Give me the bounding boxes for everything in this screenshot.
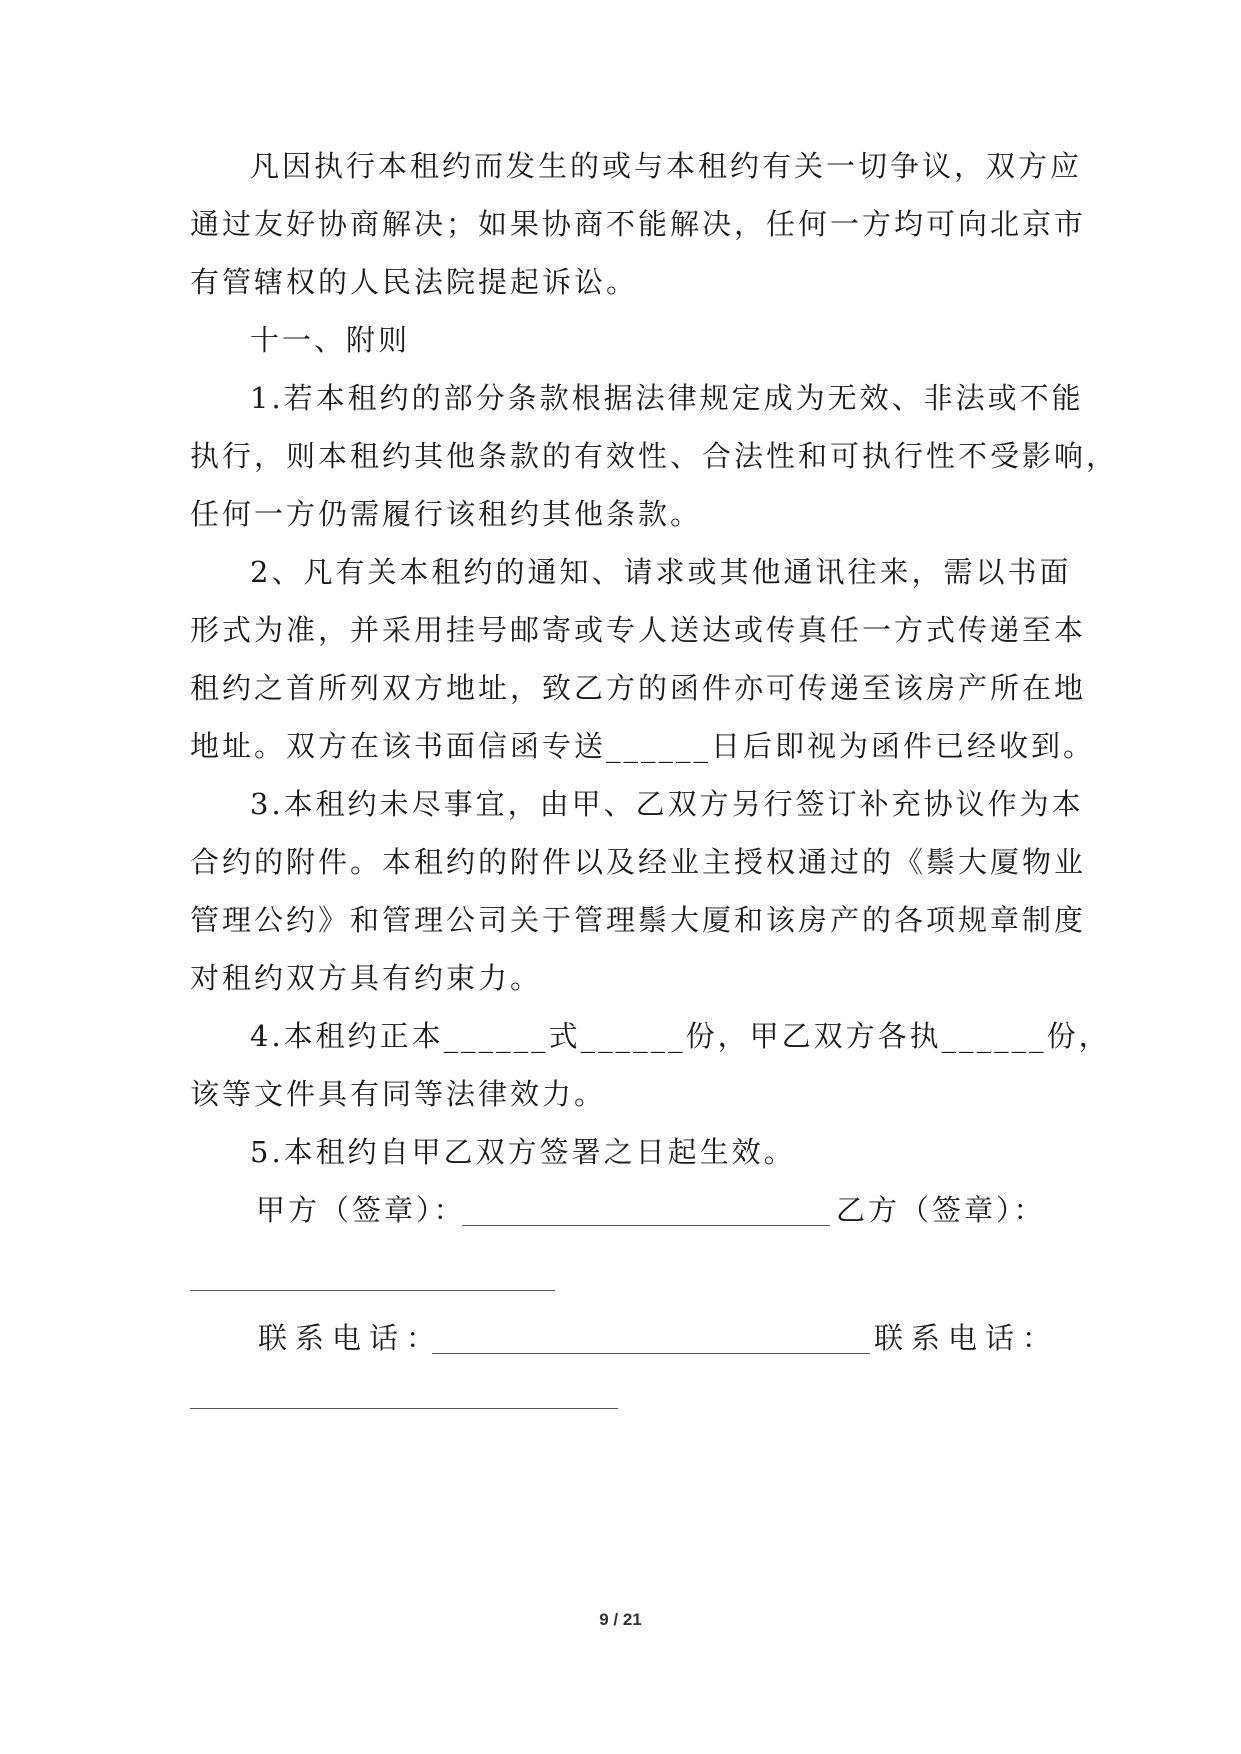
text-line: 通过友好协商解决；如果协商不能解决，任何一方均可向北京市 bbox=[190, 207, 1087, 241]
party-b-phone-line bbox=[190, 1408, 618, 1409]
text-line: 合约的附件。本租约的附件以及经业主授权通过的《鬃大厦物业 bbox=[190, 845, 1087, 879]
section-heading: 十一、附则 bbox=[250, 323, 411, 357]
text-line: 1.若本租约的部分条款根据法律规定成为无效、非法或不能 bbox=[250, 381, 1084, 415]
text-line: 凡因执行本租约而发生的或与本租约有关一切争议，双方应 bbox=[250, 149, 1083, 183]
page-number: 9 / 21 bbox=[599, 1610, 642, 1629]
text-line: 形式为准，并采用挂号邮寄或专人送达或传真任一方式传递至本 bbox=[190, 613, 1087, 647]
party-b-signature-label: 乙方（签章）： bbox=[836, 1193, 1046, 1227]
text-line: 对租约双方具有约束力。 bbox=[190, 961, 543, 995]
party-a-phone-line bbox=[432, 1353, 870, 1354]
text-line: 任何一方仍需履行该租约其他条款。 bbox=[190, 497, 703, 531]
text-line: 3.本租约未尽事宜，由甲、乙双方另行签订补充协议作为本 bbox=[250, 787, 1084, 821]
party-b-signature-line bbox=[190, 1290, 555, 1291]
text-line: 5.本租约自甲乙双方签署之日起生效。 bbox=[250, 1135, 796, 1169]
text-line: 管理公约》和管理公司关于管理鬃大厦和该房产的各项规章制度 bbox=[190, 903, 1087, 937]
text-line: 该等文件具有同等法律效力。 bbox=[190, 1077, 607, 1111]
text-line: 租约之首所列双方地址，致乙方的函件亦可传递至该房产所在地 bbox=[190, 671, 1087, 705]
party-a-signature-label: 甲方（签章）： bbox=[256, 1193, 466, 1227]
party-b-phone-label: 联系电话： bbox=[874, 1321, 1060, 1355]
text-line: 2、凡有关本租约的通知、请求或其他通讯往来，需以书面 bbox=[250, 555, 1072, 589]
text-line: 有管辖权的人民法院提起诉讼。 bbox=[190, 265, 639, 299]
party-a-phone-label: 联系电话： bbox=[258, 1321, 444, 1355]
text-line: 地址。双方在该书面信函专送______日后即视为函件已经收到。 bbox=[190, 729, 1096, 763]
text-line: 执行，则本租约其他条款的有效性、合法性和可执行性不受影响， bbox=[190, 439, 1119, 473]
party-a-signature-line bbox=[462, 1225, 830, 1226]
text-line: 4.本租约正本______式______份，甲乙双方各执______份， bbox=[250, 1019, 1111, 1053]
